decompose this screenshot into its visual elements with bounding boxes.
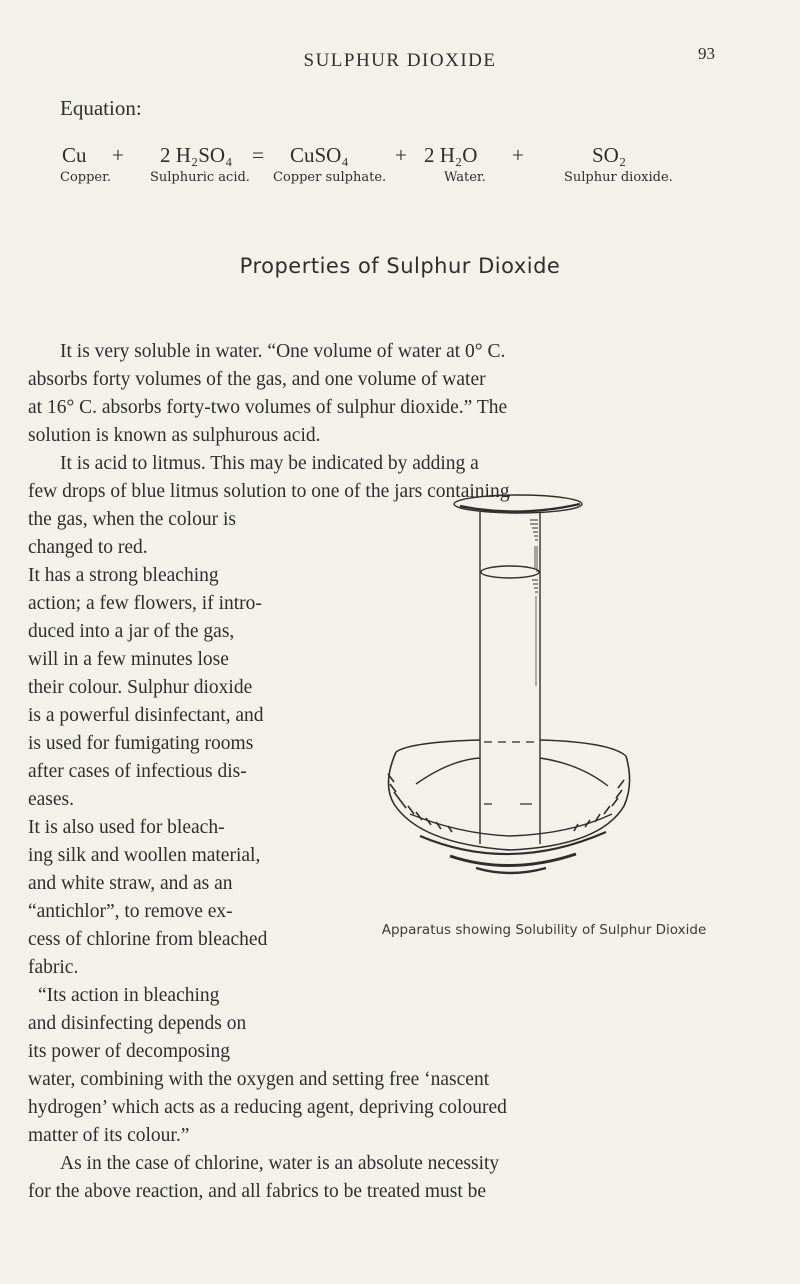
apparatus-illustration xyxy=(380,484,640,904)
equation-name-sulphur-dioxide: Sulphur dioxide. xyxy=(564,170,673,185)
text-line: cess of chlorine from bleached xyxy=(28,929,268,950)
text-line: few drops of blue litmus solution to one of the jars containing xyxy=(28,481,510,502)
text-line: matter of its colour.” xyxy=(28,1125,190,1146)
text-line: As in the case of chlorine, water is an absolute necessity xyxy=(60,1153,500,1174)
text-line: at 16° C. absorbs forty-two volumes of sulphur dioxide.” The xyxy=(28,397,508,418)
text-line: It has a strong bleaching xyxy=(28,565,219,586)
text-line: duced into a jar of the gas, xyxy=(28,621,235,642)
equation-name-sulphuric-acid: Sulphuric acid. xyxy=(150,170,250,185)
text-line: “antichlor”, to remove ex- xyxy=(28,901,233,922)
text-line: fabric. xyxy=(28,957,79,978)
page-number: 93 xyxy=(698,44,715,63)
text-line: is used for fumigating rooms xyxy=(28,733,254,754)
text-line: their colour. Sulphur dioxide xyxy=(28,677,253,698)
equation-label: Equation: xyxy=(60,96,142,120)
equation-term-water: 2 H₂O xyxy=(424,143,478,167)
equation-name-copper-sulphate: Copper sulphate. xyxy=(273,170,387,185)
text-line: for the above reaction, and all fabrics to be treated must be xyxy=(28,1181,487,1202)
text-line: water, combining with the oxygen and setting free ‘nascent xyxy=(28,1069,490,1090)
text-line: is a powerful disinfectant, and xyxy=(28,705,264,726)
text-line: It is acid to litmus. This may be indicated by adding a xyxy=(60,453,479,474)
section-title: Properties of Sulphur Dioxide xyxy=(239,254,561,278)
text-line: solution is known as sulphurous acid. xyxy=(28,425,321,446)
equation-name-copper: Copper. xyxy=(60,170,112,185)
text-line: It is very soluble in water. “One volume of water at 0° C. xyxy=(60,341,506,362)
text-line: and disinfecting depends on xyxy=(28,1013,247,1034)
text-line: absorbs forty volumes of the gas, and one volume of water xyxy=(28,369,486,390)
equation-equals: = xyxy=(252,143,264,167)
equation-term-sulphuric-acid: 2 H₂SO₄ xyxy=(160,143,233,167)
equation-plus: + xyxy=(395,143,407,167)
text-line: It is also used for bleach- xyxy=(28,817,225,838)
text-line: its power of decomposing xyxy=(28,1041,231,1062)
equation-term-sulphur-dioxide: SO₂ xyxy=(592,143,627,167)
text-line: eases. xyxy=(28,789,75,810)
text-line: action; a few flowers, if intro- xyxy=(28,593,262,614)
figure-caption: Apparatus showing Solubility of Sulphur Dioxide xyxy=(381,922,707,938)
text-line: hydrogen’ which acts as a reducing agent, depriving coloured xyxy=(28,1097,507,1118)
text-line: after cases of infectious dis- xyxy=(28,761,247,782)
equation-plus: + xyxy=(112,143,124,167)
text-line: changed to red. xyxy=(28,537,148,558)
text-line: ing silk and woollen material, xyxy=(28,845,261,866)
text-line: the gas, when the colour is xyxy=(28,509,236,530)
text-line: “Its action in bleaching xyxy=(38,985,220,1006)
equation-term-copper: Cu xyxy=(62,143,87,167)
equation-name-water: Water. xyxy=(444,170,486,185)
equation-term-copper-sulphate: CuSO₄ xyxy=(290,143,349,167)
running-head: SULPHUR DIOXIDE xyxy=(303,50,497,71)
text-line: will in a few minutes lose xyxy=(28,649,229,670)
text-line: and white straw, and as an xyxy=(28,873,233,894)
equation-plus: + xyxy=(512,143,524,167)
